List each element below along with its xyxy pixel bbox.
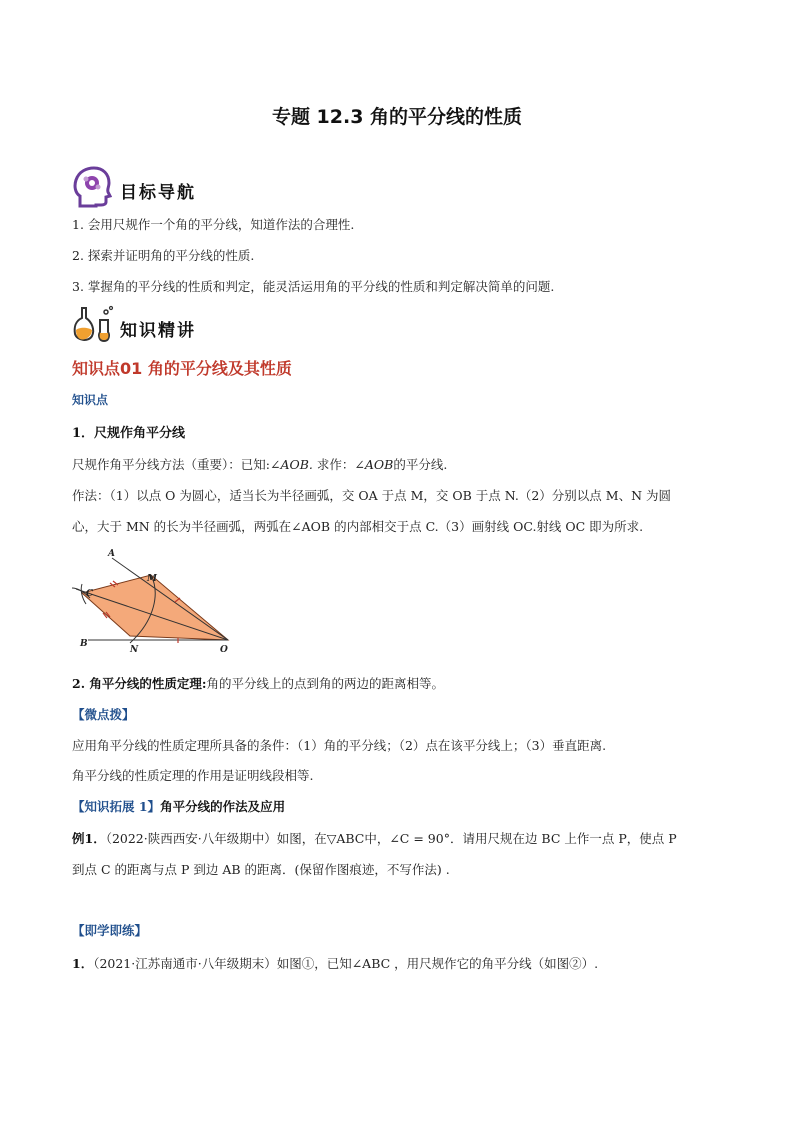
extension-heading bbox=[72, 798, 285, 816]
knowledge-heading: 知识精讲 bbox=[120, 321, 196, 341]
practice-line bbox=[72, 955, 598, 973]
point-label-a: A bbox=[108, 549, 115, 559]
item2-title: 2. 角平分线的性质定理: bbox=[72, 676, 207, 691]
goals-heading: 目标导航 bbox=[120, 183, 196, 203]
point-label-n: N bbox=[130, 645, 139, 655]
page-title: 专题 12.3 角的平分线的性质 bbox=[271, 106, 523, 128]
goal-item: 2. 探索并证明角的平分线的性质. bbox=[72, 248, 255, 263]
goal-item: 1. 会用尺规作一个角的平分线，知道作法的合理性. bbox=[72, 217, 355, 232]
practice-text: （2021·江苏南通市·八年级期末）如图①，已知∠ABC ，用尺规作它的角平分线（如图②）. bbox=[93, 956, 599, 971]
steps-line: 作法：（1）以点 O 为圆心，适当长为半径画弧，交 OA 于点 M，交 OB 于点 N.（2）分别以点 M、N 为圆 bbox=[72, 488, 671, 503]
method-text: 的平分线. bbox=[393, 457, 448, 472]
extension-title: 角平分线的作法及应用 bbox=[160, 799, 286, 814]
method-text: 求作： bbox=[312, 457, 355, 472]
tip-heading: 【微点拨】 bbox=[72, 707, 135, 722]
example-line: 到点 C 的距离与点 P 到边 AB 的距离．(保留作图痕迹，不写作法) . bbox=[72, 862, 450, 877]
point-label-o: O bbox=[220, 645, 228, 655]
practice-heading: 【即学即练】 bbox=[72, 923, 148, 938]
steps-line: 心，大于 MN 的长为半径画弧，两弧在∠AOB 的内部相交于点 C.（3）画射线 OC.射线 OC 即为所求. bbox=[72, 519, 644, 534]
point-label-m: M bbox=[147, 574, 157, 584]
angle-bisector-figure bbox=[70, 548, 240, 664]
brain-head-icon bbox=[72, 166, 112, 212]
method-angle: ∠AOB. bbox=[269, 457, 313, 472]
extension-label: 【知识拓展 1】 bbox=[72, 799, 161, 814]
method-angle: ∠AOB bbox=[354, 457, 394, 472]
item2-text: 角的平分线上的点到角的两边的距离相等。 bbox=[206, 676, 445, 691]
knowledge-label: 知识点 bbox=[72, 393, 109, 407]
tip-line: 角平分线的性质定理的作用是证明线段相等. bbox=[72, 768, 314, 783]
method-text: 尺规作角平分线方法（重要）：已知: bbox=[72, 457, 270, 472]
item2-line bbox=[72, 675, 444, 693]
method-line bbox=[72, 456, 447, 474]
item1-title: 1．尺规作角平分线 bbox=[72, 426, 186, 441]
point-label-c: C bbox=[86, 589, 94, 599]
flask-icon bbox=[72, 304, 116, 348]
tip-line: 应用角平分线的性质定理所具备的条件：（1）角的平分线；（2）点在该平分线上；（3）垂直距离. bbox=[72, 738, 607, 753]
point-label-b: B bbox=[80, 639, 88, 649]
knowledge-point-title: 知识点01 角的平分线及其性质 bbox=[72, 359, 292, 378]
example-text: （2022·陕西西安·八年级期中）如图，在▽ABC中，∠C = 90°．请用尺规在边 BC 上作一点 P，使点 P bbox=[105, 831, 677, 846]
example-label: 例1． bbox=[72, 831, 106, 846]
example-line bbox=[72, 830, 677, 848]
practice-label: 1． bbox=[72, 956, 94, 971]
goal-item: 3. 掌握角的平分线的性质和判定，能灵活运用角的平分线的性质和判定解决简单的问题. bbox=[72, 279, 555, 294]
